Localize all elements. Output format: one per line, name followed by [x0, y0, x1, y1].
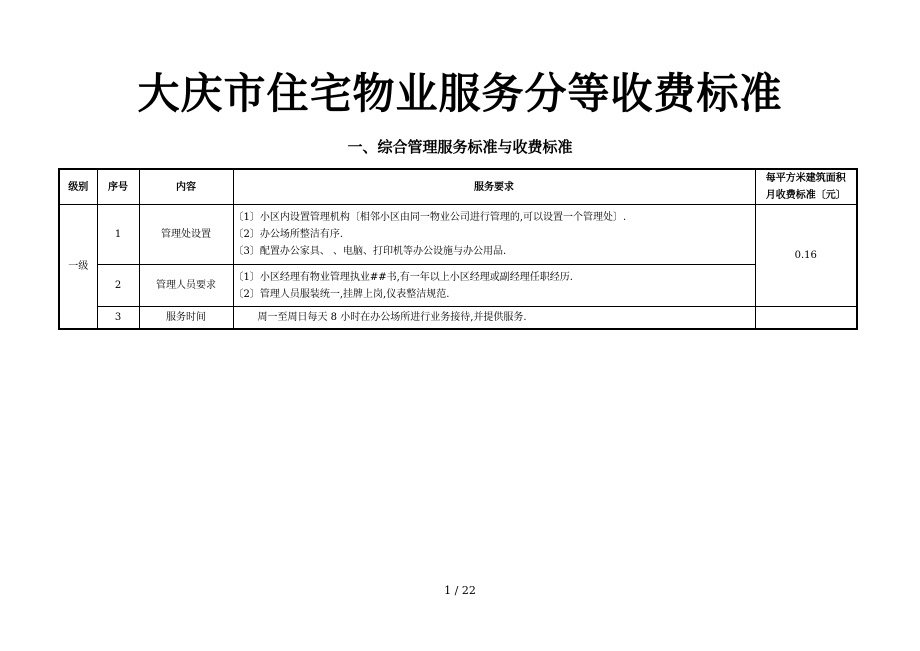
requirement-item: 〔2〕管理人员服装统一,挂牌上岗,仪表整洁规范.: [233, 288, 450, 300]
header-price-line1: 每平方米建筑面积: [765, 173, 846, 184]
seq-cell: 2: [97, 265, 139, 307]
requirement-cell: [233, 205, 755, 265]
table-row: [59, 265, 857, 307]
section-heading: 一、综合管理服务标准与收费标准: [347, 138, 573, 156]
content-cell: 管理人员要求: [139, 265, 233, 307]
requirement-item: 〔2〕办公场所整洁有序.: [233, 229, 344, 240]
content-cell: 服务时间: [139, 307, 233, 329]
header-price-line2: 月收费标准〔元〕: [765, 190, 846, 201]
level-cell: 一级: [59, 205, 97, 329]
header-level: 级别: [59, 169, 97, 205]
service-standard-table: [58, 168, 858, 330]
document-title: 大庆市住宅物业服务分等收费标准: [137, 69, 783, 118]
content-cell: 管理处设置: [139, 205, 233, 265]
header-price: [755, 169, 857, 205]
header-content: 内容: [139, 169, 233, 205]
header-seq: 序号: [97, 169, 139, 205]
requirement-item: 〔1〕小区内设置管理机构〔相邻小区由同一物业公司进行管理的,可以设置一个管理处〕.: [233, 212, 627, 223]
table-row: [59, 307, 857, 329]
requirement-item: 周一至周日每天 8 小时在办公场所进行业务接待,并提供服务.: [257, 311, 527, 323]
requirement-cell: [233, 265, 755, 307]
requirement-cell: [233, 307, 755, 329]
seq-cell: 1: [97, 205, 139, 265]
seq-cell: 3: [97, 307, 139, 329]
table-header-row: [59, 169, 857, 205]
price-empty-cell: [755, 307, 857, 329]
page-number: 1 / 22: [444, 584, 476, 597]
requirement-item: 〔3〕配置办公家具、 、电脑、打印机等办公设施与办公用品.: [233, 246, 507, 257]
price-cell: 0.16: [755, 205, 857, 307]
table-row: [59, 205, 857, 265]
header-requirement: 服务要求: [233, 169, 755, 205]
requirement-item: 〔1〕小区经理有物业管理执业##书,有一年以上小区经理或副经理任职经历.: [233, 271, 573, 283]
